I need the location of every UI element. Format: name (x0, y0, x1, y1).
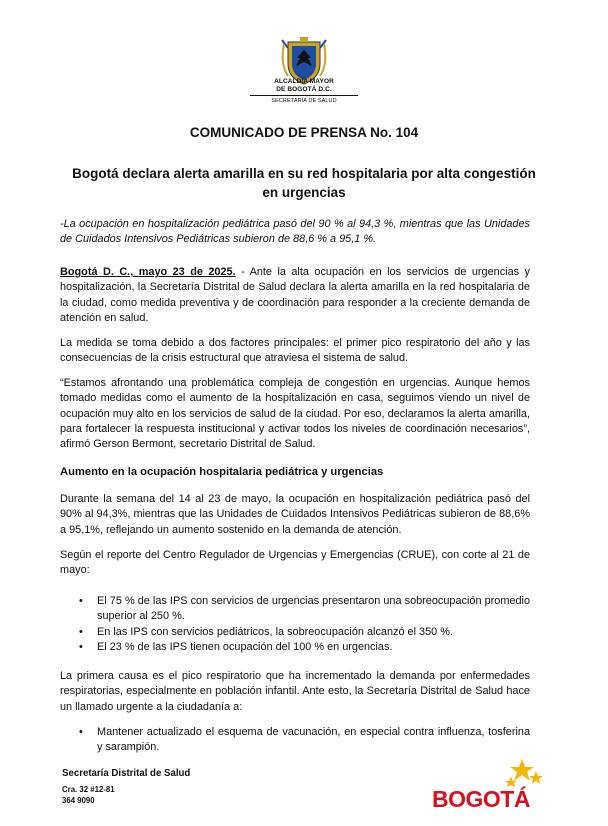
paragraph-5: Según el reporte del Centro Regulador de Urgencias y Emergencias (CRUE), con corte al 21 de mayo: (60, 549, 530, 577)
bogota-brand-logo: BOGOTÁ (432, 786, 530, 812)
footer-address: Cra. 32 #12-81 (62, 784, 115, 794)
paragraph-4: Durante la semana del 14 al 23 de mayo, la ocupación en hospitalización pediátrica pasó del 90% al 94,3%, mientras que las Unidades de Cuidados Intensivos Pediátricas subieron de 88,6% a 95,1%, reflejando un aumento sostenido en la demanda de atención. (60, 493, 530, 536)
paragraph-1 (60, 265, 530, 326)
bullet-icon: • (79, 640, 83, 653)
dateline: Bogotá D. C., mayo 23 de 2025. (60, 266, 236, 278)
statistics-list (60, 594, 530, 655)
headline: Bogotá declara alerta amarilla en su red hospitalaria por alta congestión en urgencias (72, 166, 536, 200)
org-department: SECRETARÍA DE SALUD (271, 98, 337, 104)
footer-phone: 364 9090 (62, 795, 95, 805)
list-item: • El 23 % de las IPS tienen ocupación del 100 % en urgencias. (60, 640, 530, 655)
footer-contact (62, 784, 115, 806)
paragraph-1-text: - Ante la alta ocupación en los servicios de urgencias y hospitalización, la Secretaría Distrital de Salud declara la alerta amarilla en la red hospitalaria de la ciudad, como medida preventiva y de coordinación para responder a la creciente demanda de atención en salud. (60, 266, 531, 324)
press-release-title: COMUNICADO DE PRENSA No. 104 (189, 125, 419, 140)
bullet-icon: • (79, 595, 83, 607)
list-item: • En las IPS con servicios pediátricos, la sobreocupación alcanzó el 350 %. (60, 625, 530, 640)
footer-org-name: Secretaría Distrital de Salud (62, 767, 191, 779)
paragraph-quote: “Estamos afrontando una problemática compleja de congestión en urgencias. Aunque hemos tomado medidas como el aumento de la hospitalización en casa, seguimos viendo un nivel de ocupación muy alto en los servicios de salud de la ciudad. Por eso, declaramos la alerta amarilla, para fortalecer la respuesta institucional y activar todos los niveles de coordinación necesarios”, afirmó Gerson Bermont, secretario Distrital de Salud. (60, 377, 530, 451)
subheadline: -La ocupación en hospitalización pediátrica pasó del 90 % al 94,3 %, mientras que las Unidades de Cuidados Intensivos Pediátricas subieron de 88,6 % a 95,1 %. (60, 218, 530, 246)
bullet-icon: • (79, 625, 83, 638)
paragraph-2: La medida se toma debido a dos factores principales: el primer pico respiratorio del año y las consecuencias de la crisis estructural que atraviesa el sistema de salud. (60, 337, 530, 365)
bullet-icon: • (79, 726, 83, 738)
recommendations-list (60, 725, 530, 756)
org-name-line1: ALCALDÍA MAYOR (274, 78, 334, 85)
list-item: • El 75 % de las IPS con servicios de urgencias presentaron una sobreocupación promedio superior al 250 %. (79, 595, 530, 623)
section-title: Aumento en la ocupación hospitalaria pediátrica y urgencias (60, 466, 384, 478)
list-item: • Mantener actualizado el esquema de vacunación, en especial contra influenza, tosferina y sarampión. (79, 726, 530, 754)
paragraph-6: La primera causa es el pico respiratorio que ha incrementado la demanda por enfermedades respiratorias, especialmente en población infantil. Ante esto, la Secretaría Distrital de Salud hace un llamado urgente a la ciudadanía a: (60, 670, 530, 713)
org-name-line2: DE BOGOTÁ D.C. (250, 86, 358, 96)
